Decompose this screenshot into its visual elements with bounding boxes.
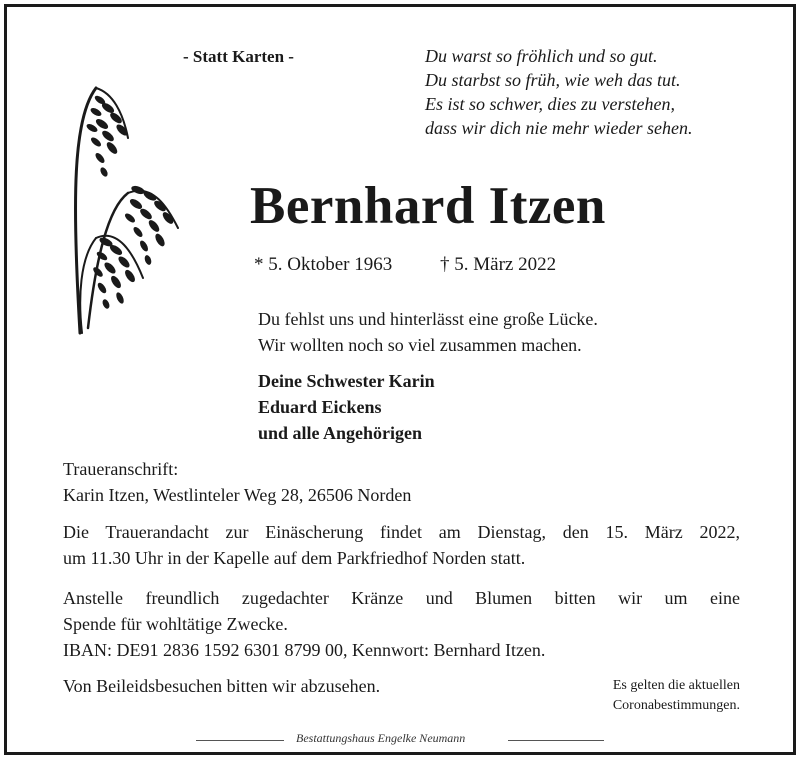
poem (425, 44, 692, 140)
iban-line: IBAN: DE91 2836 1592 6301 8799 00, Kennwort: Bernhard Itzen. (63, 640, 546, 660)
footer-rule-right (508, 740, 604, 741)
mourner: Eduard Eickens (258, 397, 382, 417)
footer (196, 731, 604, 747)
donation-info (63, 585, 740, 663)
corona-line: Es gelten die aktuellen (612, 678, 740, 693)
message-line: Wir wollten noch so viel zusammen machen. (258, 335, 582, 355)
mourner: und alle Angehörigen (258, 423, 423, 443)
wheat-ears-icon (68, 78, 198, 338)
donation-line: Anstelle freundlich zugedachter Kränze und Blumen bitten wir um eine (63, 588, 740, 608)
visits-note: Von Beileidsbesuchen bitten wir abzusehen. (63, 676, 381, 696)
poem-line: dass wir dich nie mehr wieder sehen. (425, 118, 693, 138)
poem-line: Du warst so fröhlich und so gut. (425, 46, 658, 66)
mourners-list (258, 368, 435, 446)
deceased-name: Bernhard Itzen (250, 177, 606, 235)
ceremony-line: um 11.30 Uhr in der Kapelle auf dem Parkfriedhof Norden statt. (63, 548, 526, 568)
message-line: Du fehlst uns und hinterlässt eine große Lücke. (258, 309, 598, 329)
donation-line: Spende für wohltätige Zwecke. (63, 614, 288, 634)
birth-date: * 5. Oktober 1963 (254, 254, 393, 275)
address-value: Karin Itzen, Westlinteler Weg 28, 26506 Norden (63, 485, 412, 505)
corona-note (560, 676, 740, 716)
address-label: Traueranschrift: (63, 459, 179, 479)
mourning-address (63, 456, 411, 508)
poem-line: Du starbst so früh, wie weh das tut. (425, 70, 681, 90)
mourner: Deine Schwester Karin (258, 371, 435, 391)
farewell-message (258, 306, 598, 358)
ceremony-line: Die Trauerandacht zur Einäscherung findet am Dienstag, den 15. März 2022, (63, 522, 740, 542)
statt-karten-label: - Statt Karten - (183, 47, 294, 66)
ceremony-info (63, 519, 740, 571)
poem-line: Es ist so schwer, dies zu verstehen, (425, 94, 675, 114)
funeral-home-name: Bestattungshaus Engelke Neumann (296, 731, 466, 745)
footer-rule-left (196, 740, 284, 741)
corona-line: Coronabestimmungen. (612, 698, 740, 713)
death-date: † 5. März 2022 (440, 254, 557, 275)
